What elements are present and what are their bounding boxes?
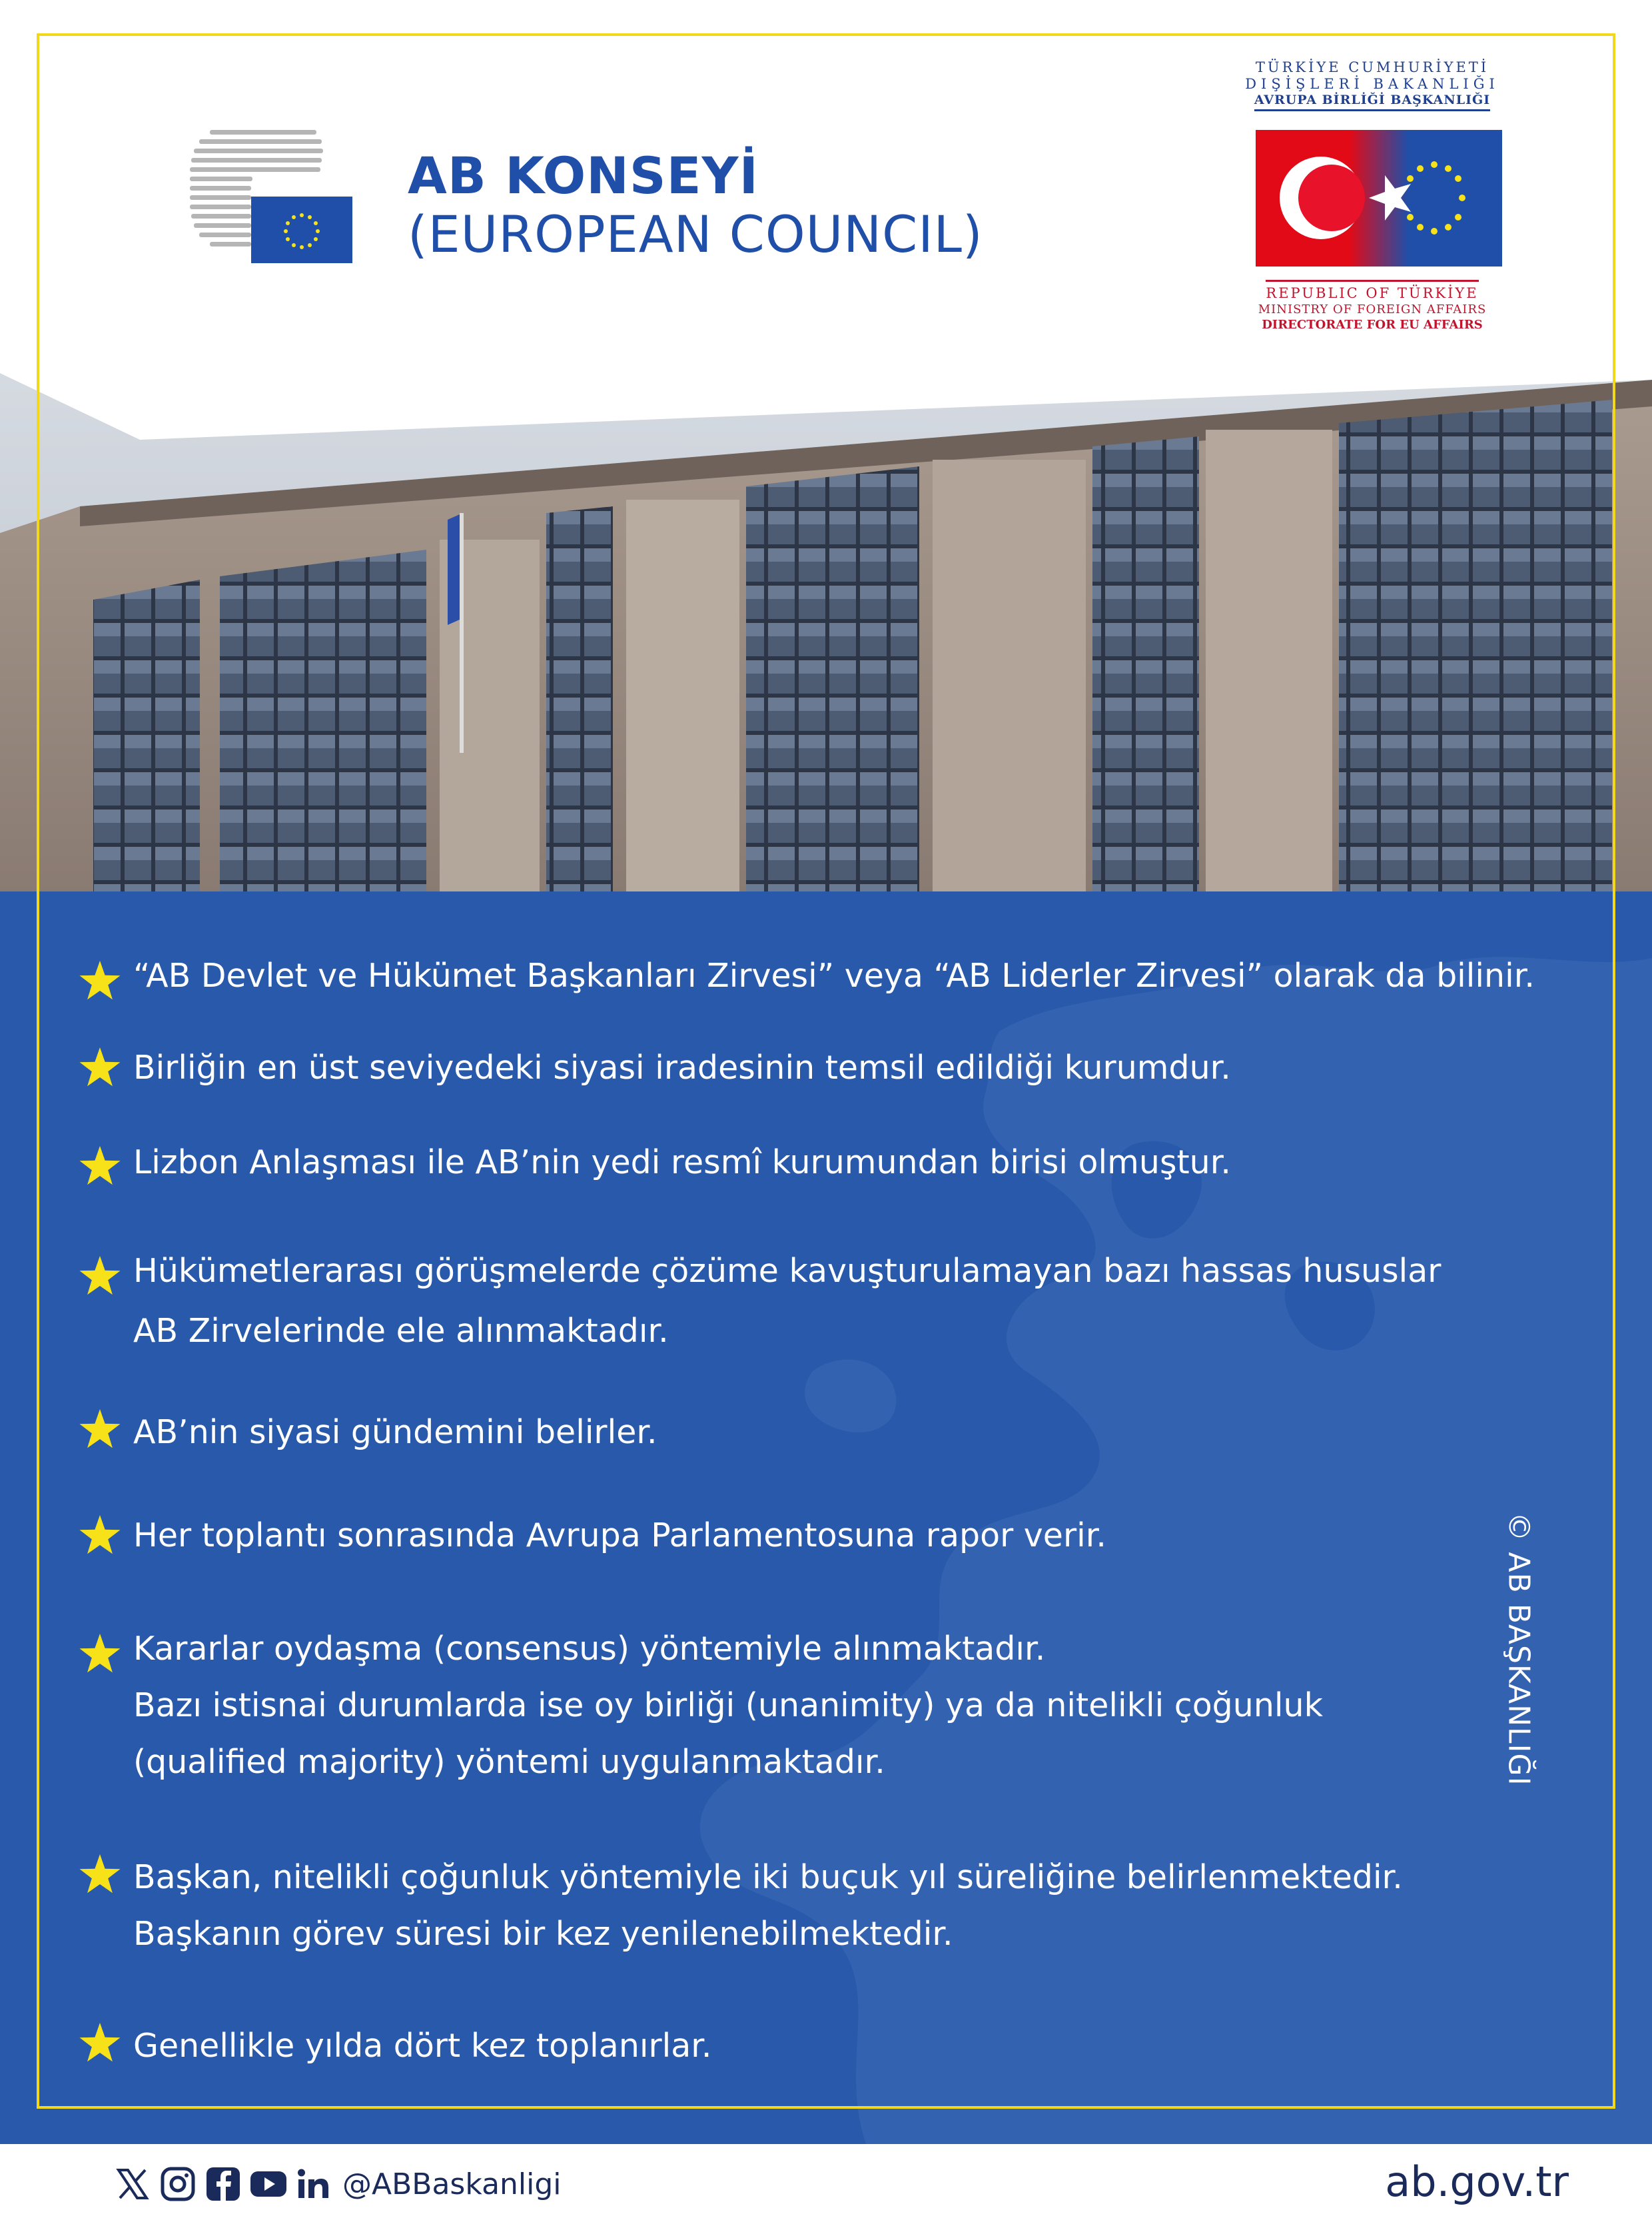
ministry-en-line-3: DIRECTORATE FOR EU AFFAIRS — [1262, 318, 1483, 332]
facebook-icon[interactable] — [204, 2165, 242, 2203]
ministry-tr-line-3: AVRUPA BİRLİĞİ BAŞKANLIĞI — [1254, 92, 1490, 111]
bullet-text-line: Başkanın görev süresi bir kez yenilenebilmektedir. — [133, 1915, 953, 1953]
star-icon — [79, 1853, 121, 1896]
linkedin-icon[interactable] — [294, 2165, 333, 2203]
footer — [0, 2144, 1652, 2226]
copyright-text: © AB BAŞKANLIĞI — [1501, 1512, 1536, 1786]
page-title: AB KONSEYİ — [408, 146, 759, 205]
youtube-icon[interactable] — [249, 2165, 288, 2203]
star-icon — [79, 959, 121, 1002]
bullet-text-line: Kararlar oydaşma (consensus) yöntemiyle alınmaktadır. — [133, 1630, 1046, 1668]
bullet-text-line: Hükümetlerarası görüşmelerde çözüme kavuşturulamayan bazı hassas hususlar — [133, 1252, 1442, 1290]
ministry-en-line-1: REPUBLIC OF TÜRKİYE — [1266, 280, 1478, 302]
star-icon — [79, 2021, 121, 2064]
ministry-tr-line-1: TÜRKİYE CUMHURİYETİ — [1255, 59, 1489, 75]
star-icon — [79, 1408, 121, 1450]
website-link[interactable]: ab.gov.tr — [1385, 2157, 1569, 2206]
x-icon[interactable] — [113, 2165, 152, 2203]
page-subtitle: (EUROPEAN COUNCIL) — [408, 205, 983, 264]
star-icon — [79, 1145, 121, 1187]
star-icon — [79, 1046, 121, 1089]
bullet-text-line: Birliğin en üst seviyedeki siyasi iradesinin temsil edildiği kurumdur. — [133, 1049, 1231, 1087]
social-links — [113, 2164, 562, 2204]
ministry-en-line-2: MINISTRY OF FOREIGN AFFAIRS — [1258, 302, 1487, 316]
social-handle[interactable]: @ABBaskanligi — [342, 2167, 562, 2201]
bullet-text-line: Her toplantı sonrasında Avrupa Parlamentosuna rapor verir. — [133, 1516, 1106, 1554]
bullet-text-line: (qualified majority) yöntemi uygulanmaktadır. — [133, 1743, 885, 1781]
bullet-text-line: Bazı istisnai durumlarda ise oy birliği (unanimity) ya da nitelikli çoğunluk — [133, 1686, 1323, 1724]
bullet-text-line: Genellikle yılda dört kez toplanırlar. — [133, 2027, 712, 2065]
ministry-tr-line-2: DIŞİŞLERİ BAKANLIĞI — [1245, 76, 1499, 92]
instagram-icon[interactable] — [159, 2165, 197, 2203]
bullet-text-line: Lizbon Anlaşması ile AB’nin yedi resmî kurumundan birisi olmuştur. — [133, 1143, 1231, 1181]
bullet-text-line: “AB Devlet ve Hükümet Başkanları Zirvesi” veya “AB Liderler Zirvesi” olarak da bilinir. — [133, 957, 1535, 995]
bullet-text-line: AB’nin siyasi gündemini belirler. — [133, 1413, 657, 1451]
star-icon — [79, 1632, 121, 1675]
bullet-text-line: Başkan, nitelikli çoğunluk yöntemiyle iki buçuk yıl süreliğine belirlenmektedir. — [133, 1858, 1403, 1896]
copyright-notice — [1495, 1512, 1542, 1786]
star-icon — [79, 1514, 121, 1556]
star-icon — [79, 1255, 121, 1297]
bullet-text-line: AB Zirvelerinde ele alınmaktadır. — [133, 1312, 669, 1350]
